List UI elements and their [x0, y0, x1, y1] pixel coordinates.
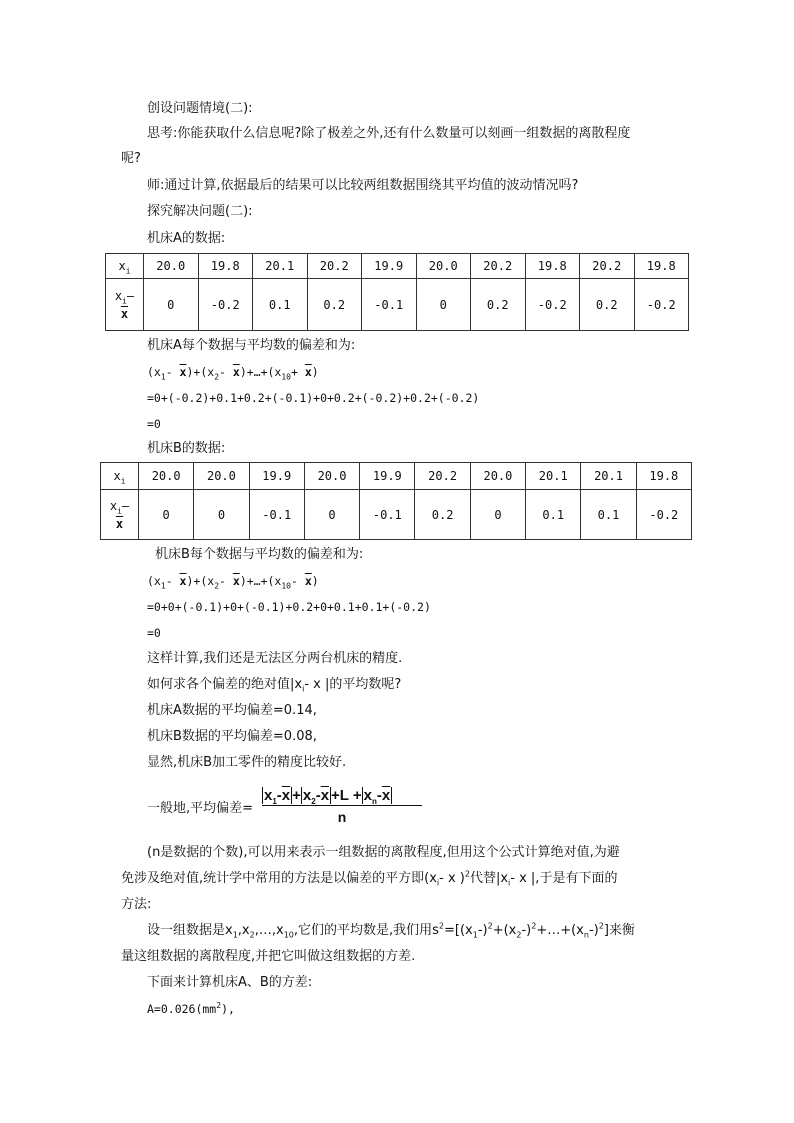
table-cell: 20.2 — [415, 463, 470, 490]
p-n-line2: 免涉及绝对值,统计学中常用的方法是以偏差的平方即($x_i-$ x )$^2$代替$|x_i-$ x |,于是有下面的 — [121, 869, 618, 888]
table-header-xi: $x_i$ — [106, 254, 144, 279]
p-set-line1: 设一组数据是$x_1,x_2,\dots,x_{10}$,它们的平均数是,我们用$s^2=[(x_1-)^2+(x_2-)^2+\dots+(x_n-)^2]$来衡 — [147, 921, 635, 940]
table-cell: 0 — [416, 279, 471, 331]
table-header-xi: $x_i$ — [101, 463, 139, 490]
table-cell: -0.1 — [360, 490, 415, 540]
p-n-line1: (n是数据的个数),可以用来表示一组数据的离散程度,但用这个公式计算绝对值,为避 — [147, 845, 620, 860]
table-cell: -0.1 — [249, 490, 304, 540]
table-cell: 20.1 — [526, 463, 581, 490]
table-cell: 20.0 — [144, 254, 199, 279]
table-header-deviation: $x_i-$ $\overline{x}$ — [101, 490, 139, 540]
machine-b-caption: 机床B的数据: — [147, 441, 226, 456]
table-cell: 20.1 — [581, 463, 636, 490]
machine-b-sum-title: 机床B每个数据与平均数的偏差和为: — [155, 547, 364, 562]
machine-b-sum-line2: =0+0+(-0.1)+0+(-0.1)+0.2+0+0.1+0.1+(-0.2) — [147, 600, 431, 614]
table-cell: 20.0 — [139, 463, 194, 490]
machine-b-sum-line3: =0 — [147, 626, 161, 640]
machine-a-sum-line3: =0 — [147, 417, 161, 431]
machine-a-caption: 机床A的数据: — [147, 231, 226, 246]
p-cannot-distinguish: 这样计算,我们还是无法区分两台机床的精度. — [147, 651, 403, 666]
table-cell: 20.2 — [307, 254, 362, 279]
table-cell: -0.1 — [362, 279, 417, 331]
machine-a-sum-expr: ($x_1-$ $\overline{x})+(x_2-$ $\overline{x})+\dots+(x_{10}+ \overline{x})$ — [147, 365, 319, 382]
table-cell: -0.2 — [525, 279, 580, 331]
p-how-abs: 如何求各个偏差的绝对值$|x_i-$ x |的平均数呢? — [147, 677, 402, 694]
table-cell: 0.2 — [471, 279, 526, 331]
machine-a-sum-line2: =0+(-0.2)+0.1+0.2+(-0.1)+0+0.2+(-0.2)+0.2+(-0.2) — [147, 391, 480, 405]
table-cell: 0 — [304, 490, 359, 540]
think-question: 思考:你能获取什么信息呢?除了极差之外,还有什么数量可以刻画一组数据的离散程度 — [147, 126, 631, 141]
table-cell: 19.8 — [634, 254, 689, 279]
table-cell: 19.8 — [198, 254, 253, 279]
table-cell: 0.2 — [307, 279, 362, 331]
table-cell: 20.2 — [580, 254, 635, 279]
table-cell: -0.2 — [198, 279, 253, 331]
table-cell: 0.1 — [526, 490, 581, 540]
p-result-a: $A=0.026(mm^2)$, — [147, 1001, 235, 1016]
table-cell: 0.2 — [415, 490, 470, 540]
machine-b-table — [100, 462, 692, 540]
p-n-line3: 方法: — [121, 897, 152, 912]
table-cell: 19.8 — [525, 254, 580, 279]
table-cell: 0 — [144, 279, 199, 331]
mean-deviation-formula — [262, 787, 422, 825]
table-cell: 0 — [139, 490, 194, 540]
table-cell: 20.0 — [194, 463, 249, 490]
table-cell: 0.1 — [253, 279, 308, 331]
table-cell: 0.1 — [581, 490, 636, 540]
table-cell: 19.9 — [249, 463, 304, 490]
table-cell: 0 — [194, 490, 249, 540]
p-avg-b: 机床B数据的平均偏差=0.08, — [147, 729, 317, 744]
table-cell: 20.2 — [471, 254, 526, 279]
heading-explore: 探究解决问题(二): — [147, 204, 253, 219]
table-cell: 0 — [470, 490, 525, 540]
table-cell: 20.0 — [304, 463, 359, 490]
p-obvious: 显然,机床B加工零件的精度比较好. — [147, 755, 347, 770]
table-header-deviation: $x_i-$ $\overline{x}$ — [106, 279, 144, 331]
table-cell: 20.1 — [253, 254, 308, 279]
table-cell: -0.2 — [634, 279, 689, 331]
machine-a-table — [105, 253, 689, 331]
machine-b-sum-expr: ($x_1-$ $\overline{x})+(x_2-$ $\overline{x})+\dots+(x_{10}-$ $\overline{x}$) — [147, 574, 319, 591]
table-cell: 19.8 — [636, 463, 691, 490]
formula-numerator: $x_1-\overline{x} + x_2-\overline{x} +L + x_n-\overline{x}$ — [262, 787, 422, 806]
table-cell: 20.0 — [416, 254, 471, 279]
formula-denominator: n — [337, 809, 347, 825]
table-cell: 19.9 — [362, 254, 417, 279]
teacher-question: 师:通过计算,依据最后的结果可以比较两组数据围绕其平均值的波动情况吗? — [147, 178, 579, 193]
p-avg-a: 机床A数据的平均偏差=0.14, — [147, 703, 317, 718]
heading-situation: 创设问题情境(二): — [147, 101, 253, 116]
think-question-cont: 呢? — [121, 151, 141, 166]
p-calc: 下面来计算机床A、B的方差: — [147, 975, 313, 990]
p-general: 一般地,平均偏差= — [147, 801, 254, 816]
table-cell: 19.9 — [360, 463, 415, 490]
table-cell: 20.0 — [470, 463, 525, 490]
table-cell: -0.2 — [636, 490, 691, 540]
machine-a-sum-title: 机床A每个数据与平均数的偏差和为: — [147, 338, 356, 353]
table-cell: 0.2 — [580, 279, 635, 331]
p-set-line2: 量这组数据的离散程度,并把它叫做这组数据的方差. — [121, 949, 416, 964]
